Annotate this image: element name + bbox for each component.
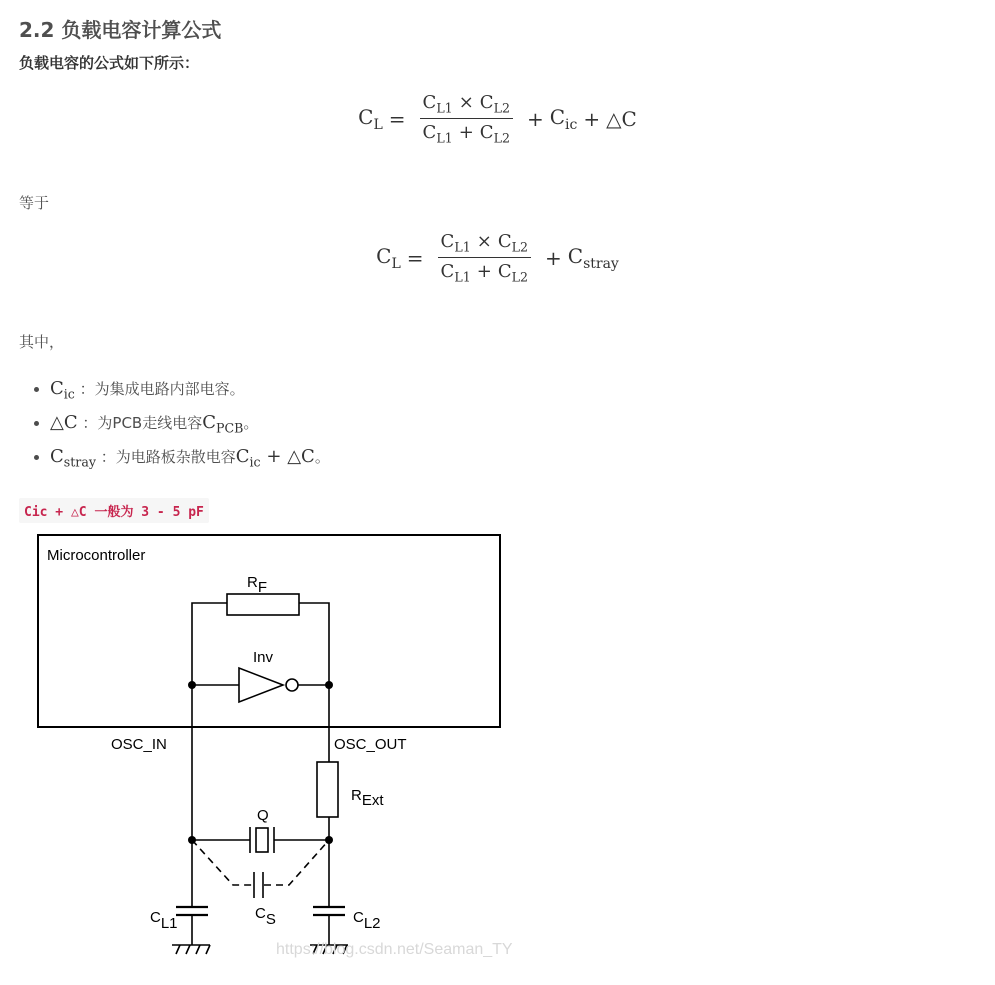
where-text: 其中， <box>19 333 65 351</box>
inverter-bubble <box>286 679 298 691</box>
q-label: Q <box>257 807 269 824</box>
watermark: https://blog.csdn.net/Seaman_TY <box>276 941 513 958</box>
rext-label: RExt <box>351 787 384 809</box>
inverter-symbol <box>239 668 283 702</box>
microcontroller-label: Microcontroller <box>47 547 146 564</box>
formula1-fraction: $\frac{C_{L1} \times C_{L2}}{C_{L1} + C_{L2}}$ <box>420 92 513 145</box>
cl2-label: CL2 <box>353 909 381 932</box>
list-item: • △C ：为PCB走线电容$C_{PCB}$。 <box>50 408 330 442</box>
osc-out-label: OSC_OUT <box>334 736 407 753</box>
formula2-cstray: $C_{stray}$ <box>567 243 619 272</box>
crystal-q <box>256 828 268 852</box>
rf-label: RF <box>247 574 268 596</box>
intro-text: 负载电容的公式如下所示： <box>19 54 200 72</box>
cl1-label: CL1 <box>150 909 178 932</box>
cs-label: CS <box>255 905 276 928</box>
resistor-rext <box>317 762 338 817</box>
list-item: • $C_{ic}$ ：为集成电路内部电容。 <box>50 374 330 408</box>
resistor-rf <box>227 594 299 615</box>
inline-code-note: Cic + △C 一般为 3 - 5 pF <box>19 498 209 523</box>
list-item: • $C_{stray}$ ：为电路板杂散电容$C_{ic}$ + △C。 <box>50 442 330 476</box>
formula-load-capacitance-stray: $C_L$ = $\frac{C_{L1} \times C_{L2}}{C_{L1} + C_{L2}}$ + $C_{stray}$ <box>376 231 619 285</box>
equal-text: 等于 <box>19 194 50 212</box>
formula1-lhs: $C_L$ <box>358 104 383 133</box>
inv-label: Inv <box>253 649 274 666</box>
osc-in-label: OSC_IN <box>111 736 167 753</box>
formula1-cic: $C_{ic}$ <box>549 104 578 133</box>
formula1-delta-c: △C <box>606 106 637 131</box>
section-heading: 2.2 负载电容计算公式 <box>19 18 222 42</box>
formula2-fraction: $\frac{C_{L1} \times C_{L2}}{C_{L1} + C_{L2}}$ <box>438 231 531 284</box>
formula-load-capacitance: $C_L$ = $\frac{C_{L1} \times C_{L2}}{C_{L1} + C_{L2}}$ + $C_{ic}$ + △C <box>358 92 637 146</box>
